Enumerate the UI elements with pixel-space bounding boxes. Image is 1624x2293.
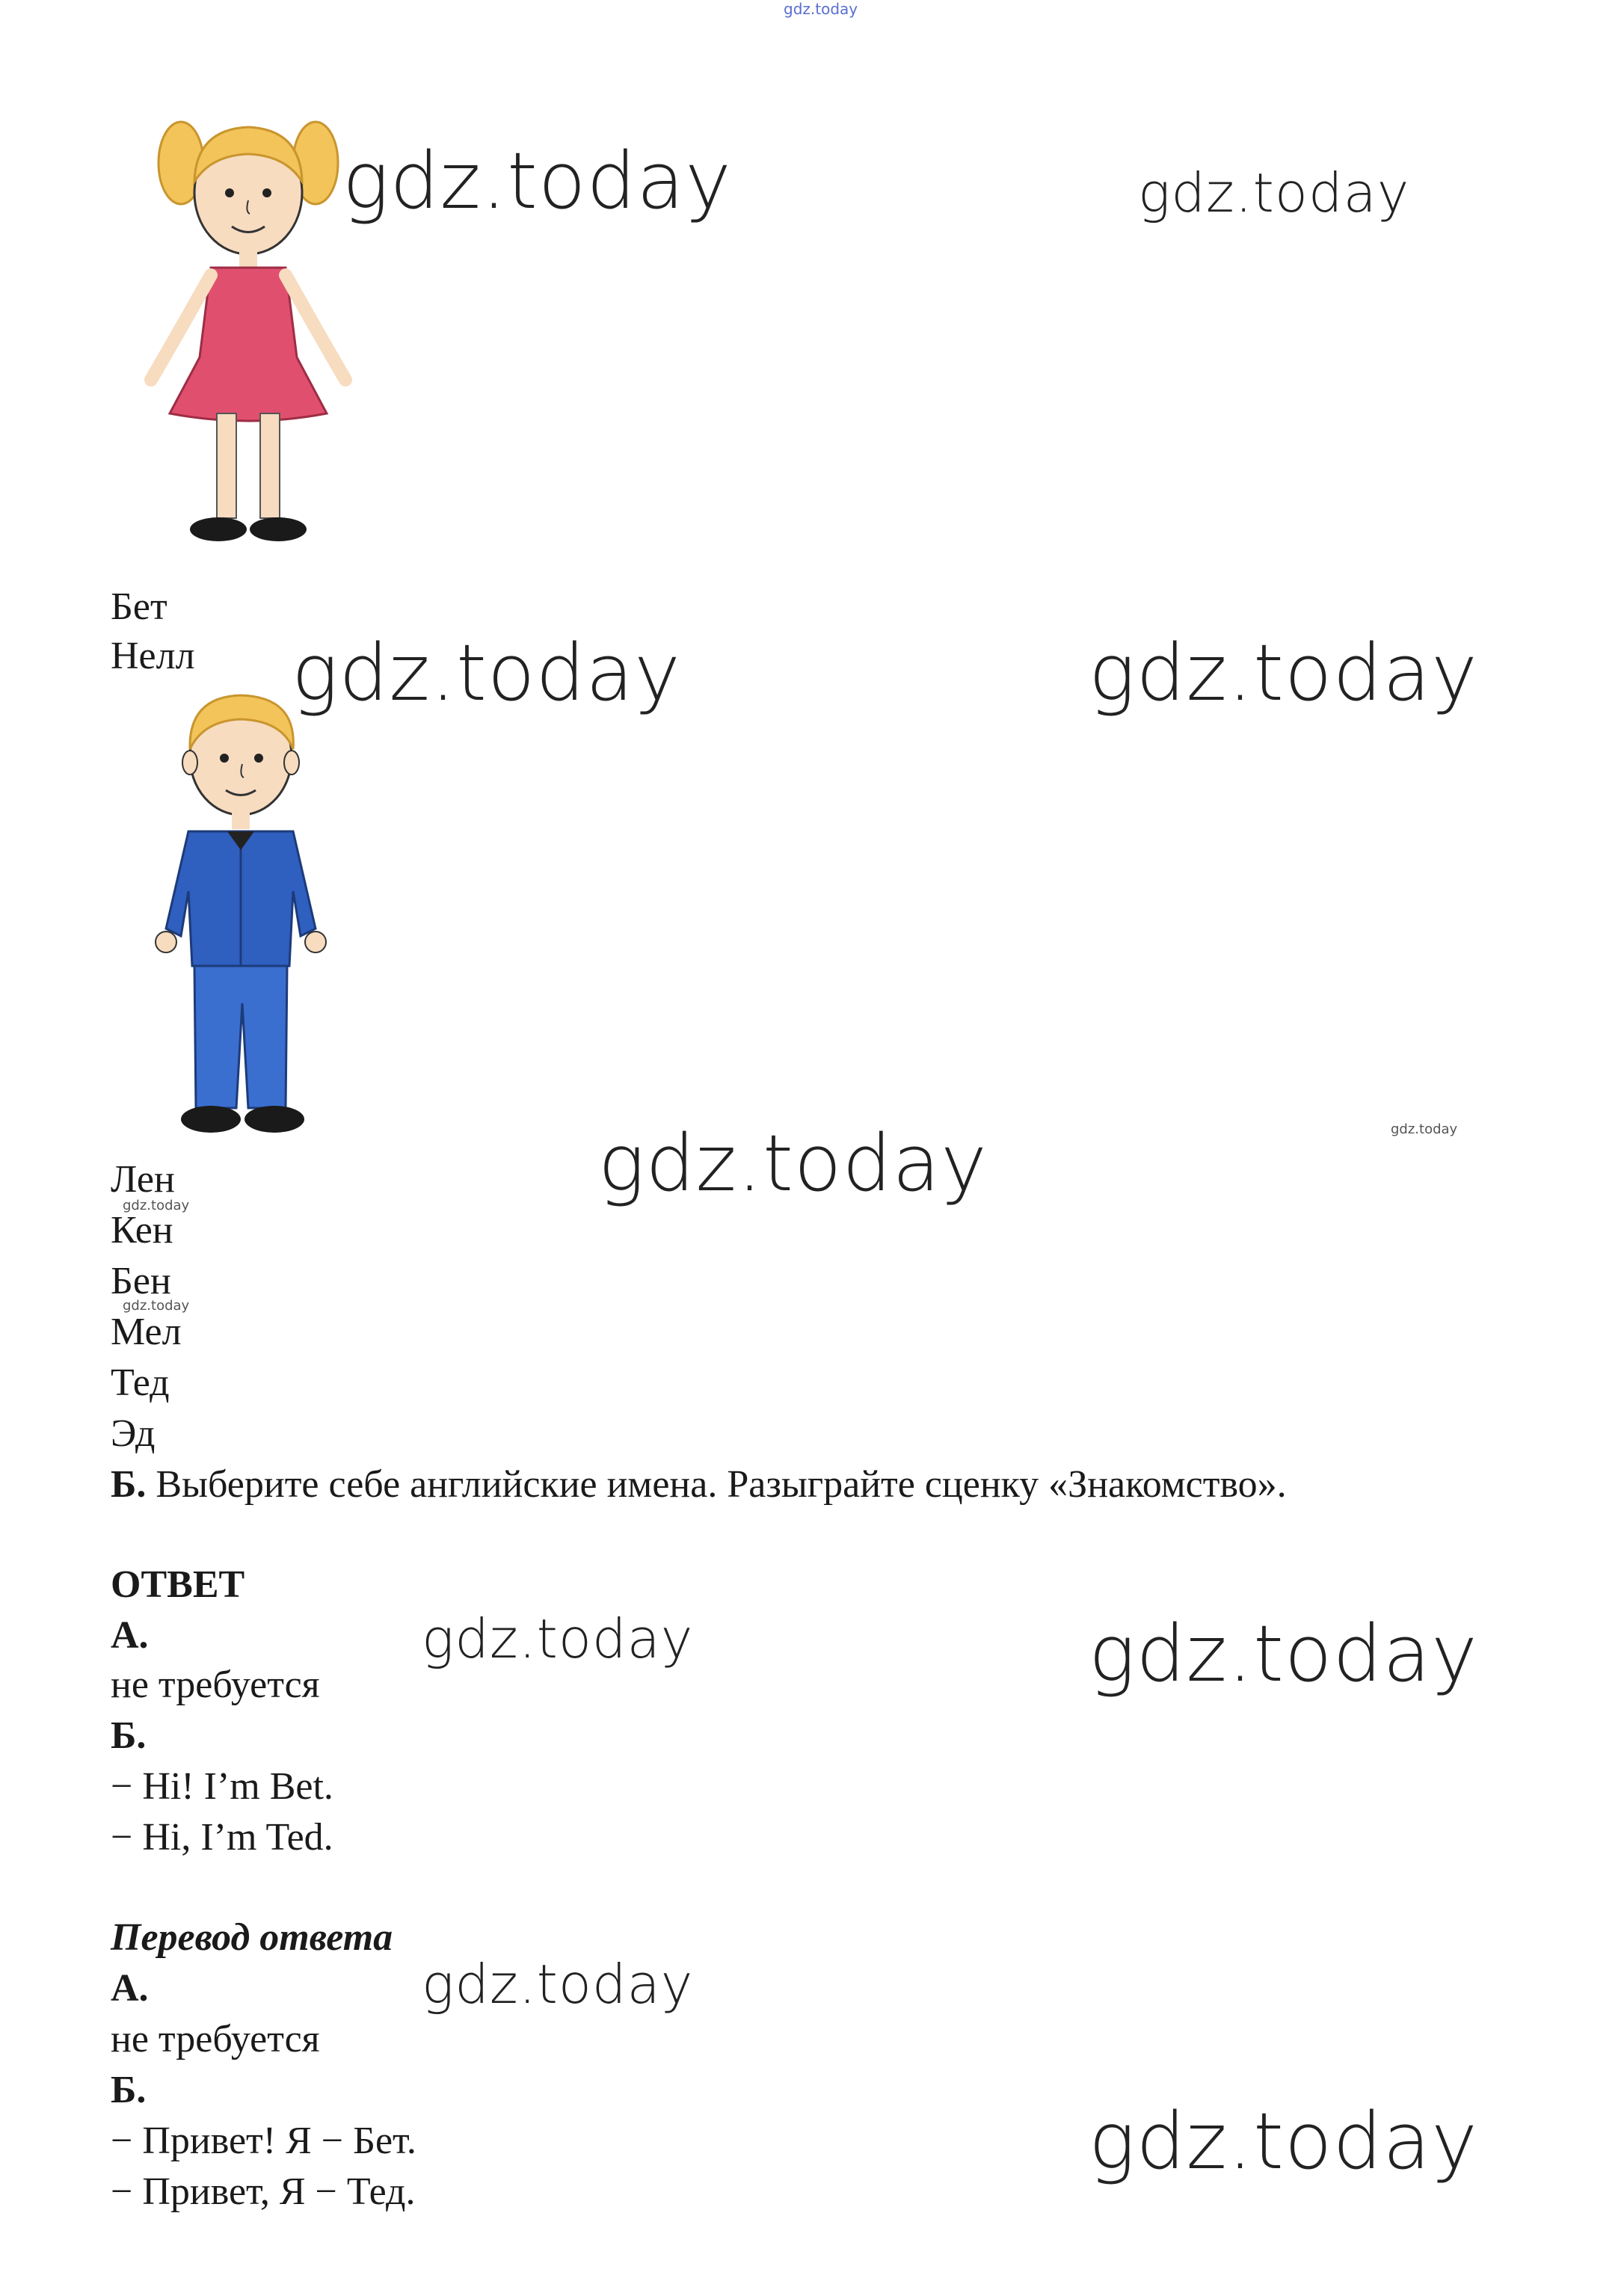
translation-heading: Перевод ответа (111, 1916, 393, 1959)
answer-heading: ОТВЕТ (111, 1563, 245, 1606)
watermark: gdz.today (1138, 161, 1410, 224)
translation-dialog-line: − Привет, Я − Тед. (111, 2170, 416, 2213)
name-bet: Бет (111, 585, 167, 628)
answer-b-label: Б. (111, 1714, 147, 1757)
name-ed: Эд (111, 1412, 156, 1455)
name-nell: Нелл (111, 635, 195, 677)
answer-a-text: не требуется (111, 1663, 320, 1706)
name-ted: Тед (111, 1361, 170, 1404)
task-b-text: Выберите себе английские имена. Разыграйте сценку «Знакомство». (156, 1463, 1287, 1506)
name-len: Лен (111, 1158, 175, 1201)
name-ken: Кен (111, 1209, 173, 1252)
watermark: gdz.today (1089, 627, 1478, 718)
watermark: gdz.today (598, 1118, 988, 1209)
translation-dialog-line: − Привет! Я − Бет. (111, 2120, 416, 2162)
translation-b-label: Б. (111, 2069, 147, 2111)
watermark: gdz.today (342, 135, 732, 227)
task-b (111, 1465, 1287, 1504)
name-ben: Бен (111, 1260, 171, 1302)
answer-dialog-line: − Hi, I’m Ted. (111, 1816, 333, 1859)
watermark-small: gdz.today (123, 1198, 190, 1213)
answer-a-label: А. (111, 1614, 149, 1657)
translation-a-text: не требуется (111, 2018, 320, 2060)
watermark-small: gdz.today (1391, 1121, 1458, 1137)
answer-dialog-line: − Hi! I’m Bet. (111, 1765, 333, 1808)
task-b-label: Б. (111, 1463, 147, 1506)
watermark: gdz.today (292, 627, 681, 718)
watermark-small: gdz.today (123, 1298, 190, 1314)
boy-figure (136, 689, 345, 1145)
name-mel: Мел (111, 1311, 182, 1353)
watermark: gdz.today (1089, 1608, 1478, 1699)
watermark: gdz.today (422, 1607, 694, 1670)
translation-a-label: А. (111, 1967, 149, 2010)
girl-figure (136, 111, 360, 559)
watermark-top: gdz.today (784, 0, 858, 18)
watermark: gdz.today (1089, 2096, 1478, 2187)
watermark: gdz.today (422, 1953, 694, 2016)
